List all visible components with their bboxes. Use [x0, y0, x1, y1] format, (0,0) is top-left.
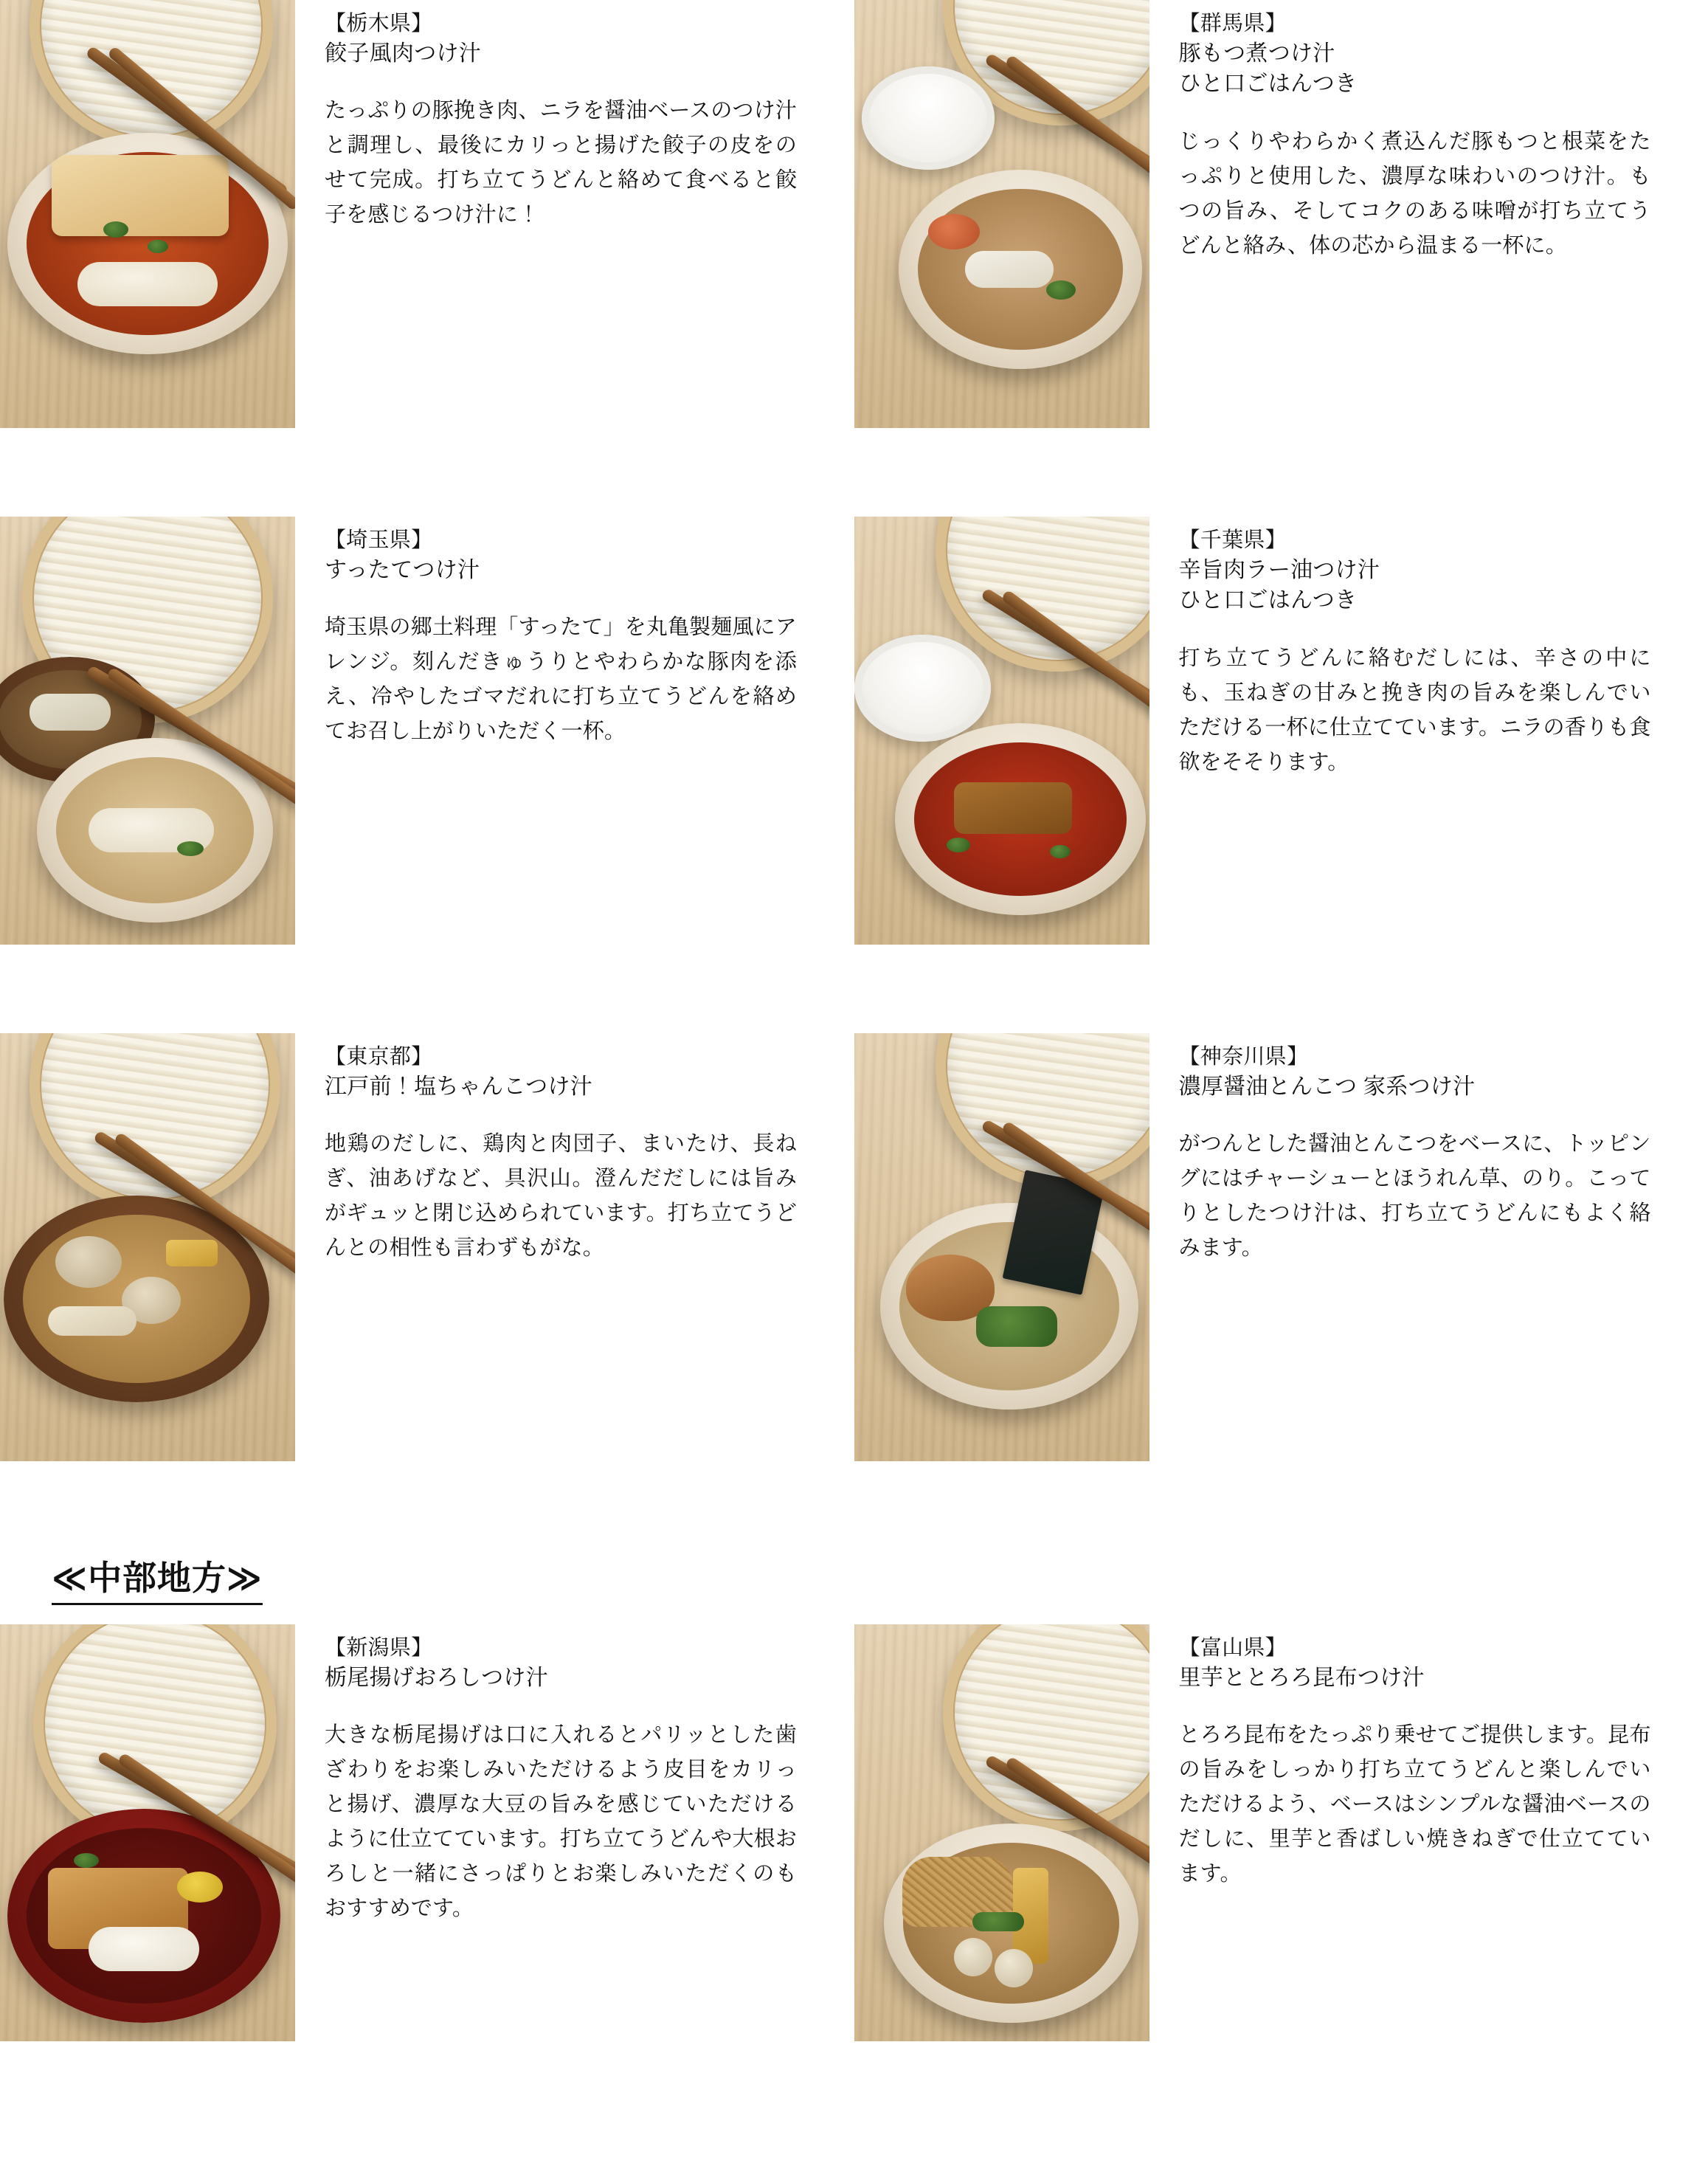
dish-prefecture: 【東京都】 — [325, 1045, 433, 1069]
dish-description: 地鶏のだしに、鶏肉と肉団子、まいたけ、長ねぎ、油あげなど、具沢山。澄んだだしには旨みがギュッと閉じ込められています。打ち立てうどんとの相性も言わずもがな。 — [325, 1132, 797, 1260]
dish-text-saitama — [295, 517, 847, 945]
dish-description: がつんとした醤油とんこつをベースに、トッピングにはチャーシューとほうれん草、のり。こってりとしたつけ汁は、打ち立てうどんにもよく絡みます。 — [1178, 1132, 1651, 1260]
dish-row — [0, 517, 1708, 945]
dish-photo-tochigi — [0, 0, 295, 428]
dish-name: すったてつけ汁 — [325, 558, 480, 583]
dish-photo-gunma — [854, 0, 1149, 428]
dish-prefecture: 【千葉県】 — [1178, 528, 1287, 552]
dish-description: 大きな栃尾揚げは口に入れるとパリッとした歯ざわりをお楽しみいただけるよう皮目をカリっと揚げ、濃厚な大豆の旨みを感じていただけるように仕立てています。打ち立てうどんや大根おろしと一緒にさっぱりとお楽しみいただくのもおすすめです。 — [325, 1723, 797, 1921]
dish-name: 江戸前！塩ちゃんこつけ汁 — [325, 1075, 592, 1100]
dish-name: 濃厚醤油とんこつ 家系つけ汁 — [1178, 1075, 1476, 1100]
dish-row — [0, 1624, 1708, 2041]
dish-row — [0, 1033, 1708, 1461]
dish-prefecture: 【栃木県】 — [325, 12, 433, 35]
dish-entry-chiba — [854, 517, 1708, 945]
dish-photo-chiba — [854, 517, 1149, 945]
dish-description: たっぷりの豚挽き肉、ニラを醤油ベースのつけ汁と調理し、最後にカリっと揚げた餃子の皮をのせて完成。打ち立てうどんと絡めて食べると餃子を感じるつけ汁に！ — [325, 99, 797, 227]
row-spacer — [0, 1461, 1708, 1529]
dish-prefecture: 【群馬県】 — [1178, 12, 1287, 35]
dish-name-sub: ひと口ごはんつき — [1178, 588, 1358, 613]
dish-photo-tokyo — [0, 1033, 295, 1461]
dish-text-gunma — [1149, 0, 1701, 428]
dish-text-niigata — [295, 1624, 847, 2041]
dish-prefecture: 【富山県】 — [1178, 1636, 1287, 1660]
dish-name: 辛旨肉ラー油つけ汁 — [1178, 558, 1380, 583]
row-spacer — [0, 945, 1708, 1033]
dish-prefecture: 【神奈川県】 — [1178, 1045, 1309, 1069]
dish-description: 埼玉県の郷土料理「すったて」を丸亀製麺風にアレンジ。刻んだきゅうりとやわらかな豚肉を添え、冷やしたゴマだれに打ち立てうどんを絡めてお召し上がりいただく一杯。 — [325, 615, 797, 744]
dish-entry-gunma — [854, 0, 1708, 428]
region-heading-chubu: ≪中部地方≫ — [52, 1551, 263, 1605]
dish-description: 打ち立てうどんに絡むだしには、辛さの中にも、玉ねぎの甘みと挽き肉の旨みを楽しんでいただける一杯に仕立てています。ニラの香りも食欲をそそります。 — [1178, 646, 1651, 774]
dish-entry-toyama — [854, 1624, 1708, 2041]
dish-name: 栃尾揚げおろしつけ汁 — [325, 1666, 548, 1691]
dish-entry-saitama — [0, 517, 854, 945]
dish-photo-niigata — [0, 1624, 295, 2041]
dish-text-toyama — [1149, 1624, 1701, 2041]
dish-name: 餃子風肉つけ汁 — [325, 41, 482, 66]
row-spacer — [0, 428, 1708, 517]
dish-photo-kanagawa — [854, 1033, 1149, 1461]
dish-row — [0, 0, 1708, 428]
region-heading-wrap — [0, 1529, 1708, 1624]
row-spacer — [0, 2041, 1708, 2080]
dish-photo-saitama — [0, 517, 295, 945]
dish-prefecture: 【新潟県】 — [325, 1636, 433, 1660]
dish-text-chiba — [1149, 517, 1701, 945]
dish-entry-tokyo — [0, 1033, 854, 1461]
dish-name: 豚もつ煮つけ汁 — [1178, 41, 1335, 66]
dish-name: 里芋ととろろ昆布つけ汁 — [1178, 1666, 1425, 1691]
dish-name-sub: ひと口ごはんつき — [1178, 72, 1358, 97]
dish-entry-niigata — [0, 1624, 854, 2041]
dish-entry-kanagawa — [854, 1033, 1708, 1461]
dish-entry-tochigi — [0, 0, 854, 428]
dish-description: じっくりやわらかく煮込んだ豚もつと根菜をたっぷりと使用した、濃厚な味わいのつけ汁。もつの旨み、そしてコクのある味噌が打ち立てうどんと絡み、体の芯から温まる一杯に。 — [1178, 129, 1651, 258]
dish-text-tokyo — [295, 1033, 847, 1461]
dish-text-tochigi — [295, 0, 847, 428]
dish-photo-toyama — [854, 1624, 1149, 2041]
dish-prefecture: 【埼玉県】 — [325, 528, 433, 552]
dish-description: とろろ昆布をたっぷり乗せてご提供します。昆布の旨みをしっかり打ち立てうどんと楽しんでいただけるよう、ベースはシンプルな醤油ベースのだしに、里芋と香ばしい焼きねぎで仕立てています。 — [1178, 1723, 1651, 1886]
dish-text-kanagawa — [1149, 1033, 1701, 1461]
